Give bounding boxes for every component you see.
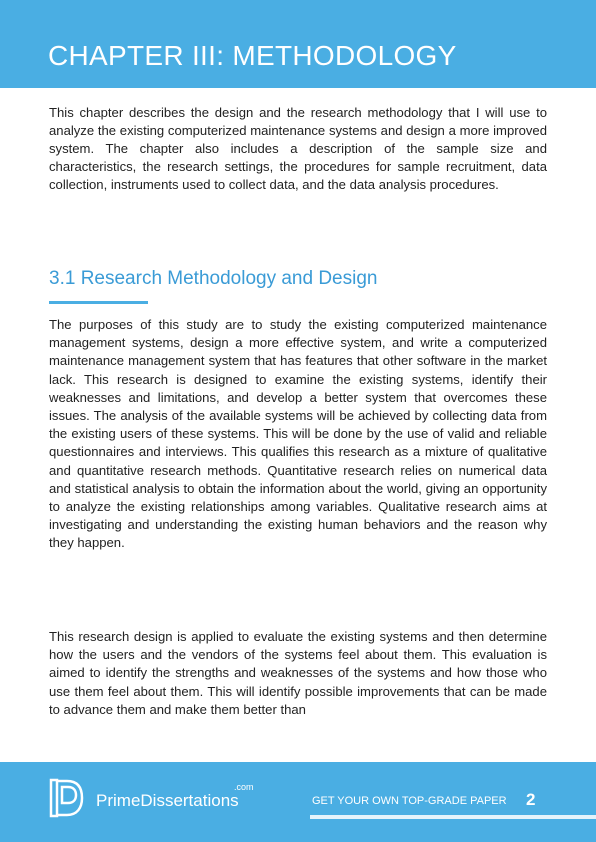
pd-monogram-icon[interactable] [49,778,85,818]
intro-paragraph: This chapter describes the design and the research methodology that I will use to analyze the existing computerized maintenance systems and design a more improved system. The chapter also includes a description of the sample size and characteristics, the research settings, the procedures for sample recruitment, data collection, instruments used to collect data, and the data analysis procedures. [49,105,547,192]
section-heading: 3.1 Research Methodology and Design [49,268,378,289]
cta-link[interactable]: GET YOUR OWN TOP-GRADE PAPER [312,795,507,807]
section-heading-underline [49,301,148,304]
body-paragraph-1: The purposes of this study are to study the existing computerized maintenance management systems, design a more effective system, and write a computerized maintenance management system that has features that other software in the market lack. This research is designed to examine the existing systems, identify their weaknesses and limitations, and develop a better system that overcomes these issues. The analysis of the available systems will be achieved by collecting data from the existing users of these systems. This will be done by the use of valid and reliable questionnaires and interviews. This qualifies this research as a mixture of qualitative and quantitative research methods. Quantitative research relies on numerical data and statistical analysis to obtain the information about the world, giving an opportunity to analyze the existing relationships among variables. Qualitative research aims at investigating and understanding the existing human behaviors and the reason why they happen. [49,317,547,551]
brand-com-suffix: .com [234,782,254,792]
cta-underline [310,815,596,819]
chapter-title: CHAPTER III: METHODOLOGY [48,40,457,71]
page-number: 2 [526,790,536,809]
body-paragraph-2: This research design is applied to evaluate the existing systems and then determine how the users and the vendors of the systems feel about them. This evaluation is aimed to identify the strengths and weaknesses of the systems and how those who use them feel about them. This will identify possible improvements that can be made to advance them and make them better than [49,629,547,717]
brand-name-link[interactable]: PrimeDissertations [96,791,239,810]
